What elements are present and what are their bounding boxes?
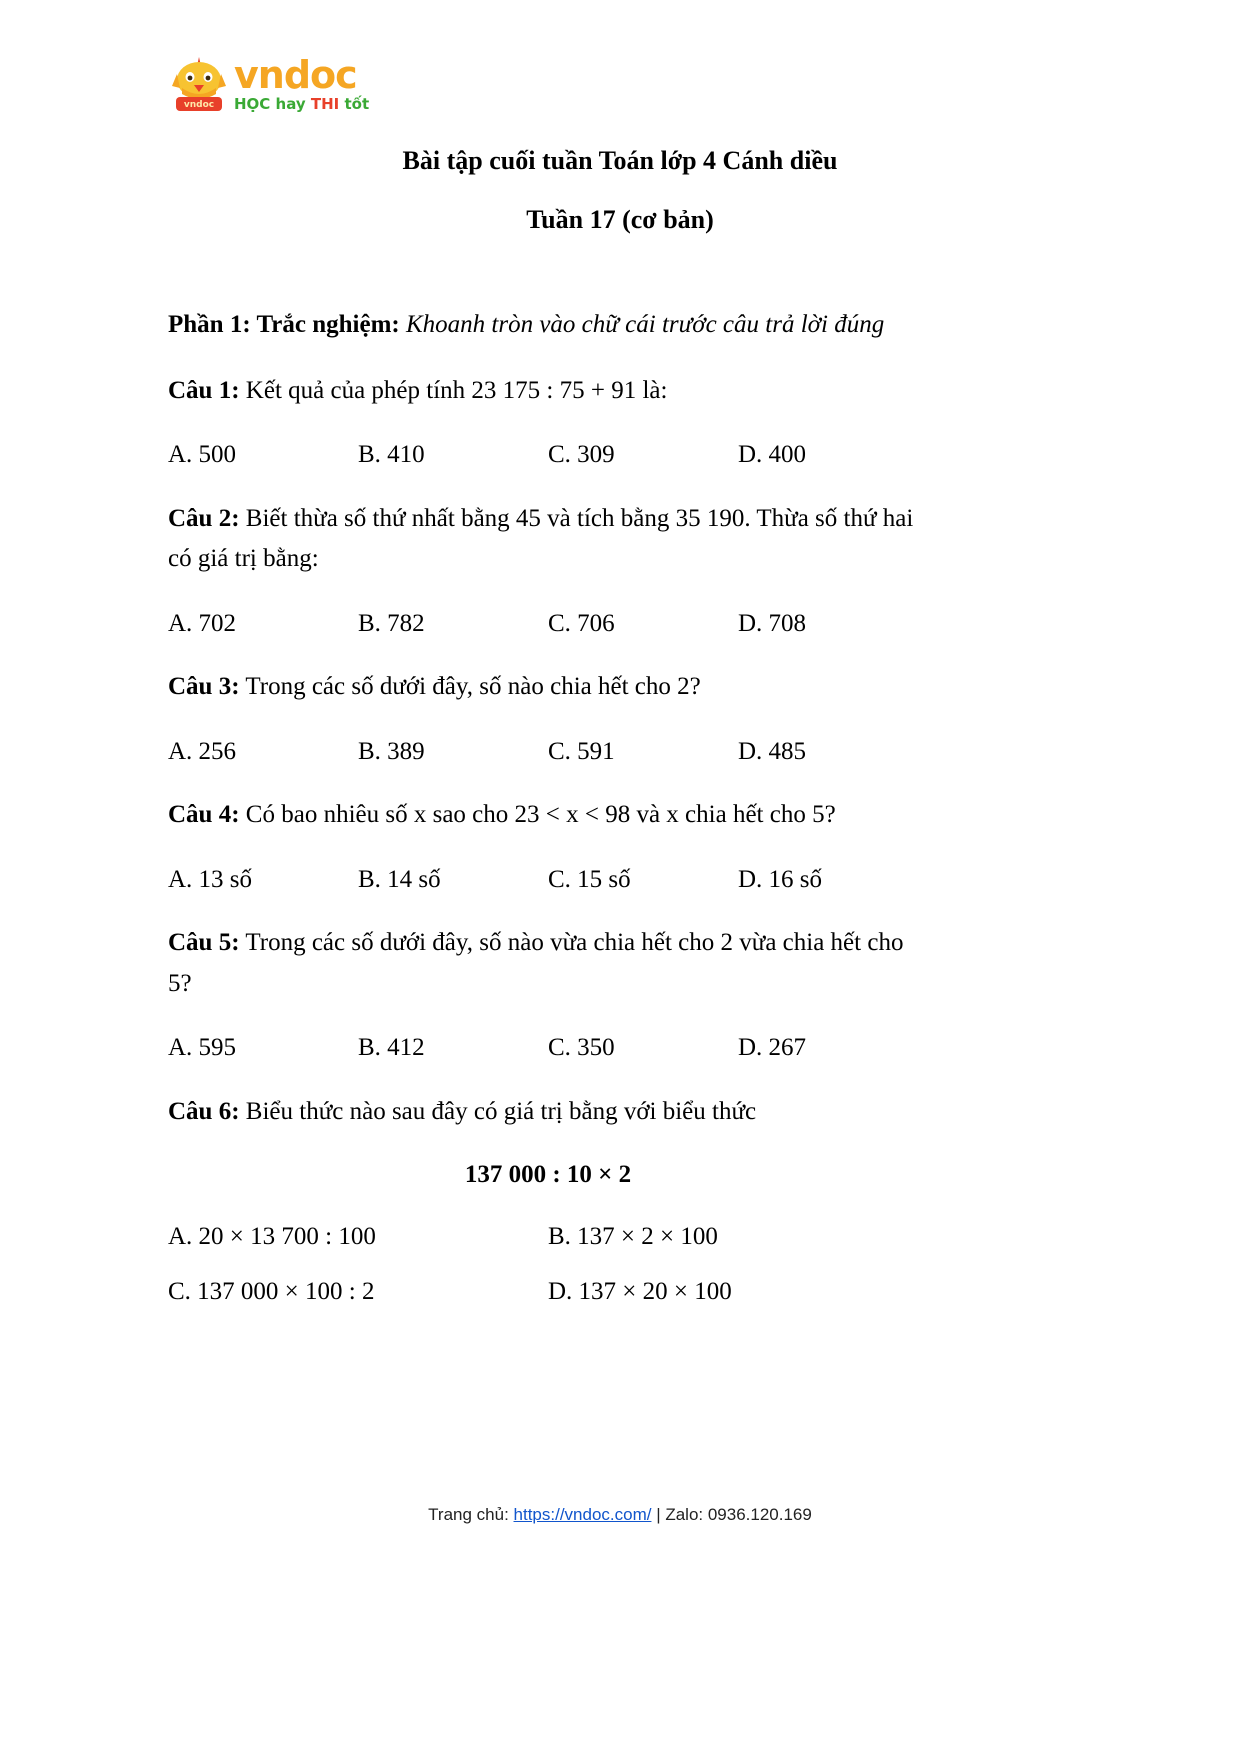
question-5-number: Câu 5: xyxy=(168,929,240,956)
question-6-text: Biểu thức nào sau đây có giá trị bằng với biểu thức xyxy=(239,1097,757,1125)
question-2-options xyxy=(168,605,928,643)
question-6-expression: 137 000 : 10 × 2 xyxy=(464,1161,632,1188)
svg-text:vndoc: vndoc xyxy=(183,100,215,110)
question-6-options-row-1 xyxy=(168,1218,928,1256)
vndoc-mascot-icon xyxy=(168,54,230,112)
question-3-option-d[interactable]: D. 485 xyxy=(738,737,807,765)
question-5-text: Trong các số dưới đây, số nào vừa chia hết cho 2 vừa chia hết cho 5? xyxy=(168,929,904,997)
question-6-option-b[interactable]: B. 137 × 2 × 100 xyxy=(548,1222,718,1250)
question-6-option-c[interactable]: C. 137 000 × 100 : 2 xyxy=(168,1278,375,1305)
question-3-text: Trong các số dưới đây, số nào chia hết cho 2? xyxy=(239,673,701,700)
question-6-options-row-2 xyxy=(168,1273,928,1311)
question-6-option-d[interactable]: D. 137 × 20 × 100 xyxy=(548,1278,732,1305)
question-2-option-c[interactable]: C. 706 xyxy=(548,609,615,637)
question-1-text: Kết quả của phép tính 23 175 : 75 + 91 là: xyxy=(239,376,668,404)
vndoc-logo xyxy=(168,50,369,112)
document-title: Bài tập cuối tuần Toán lớp 4 Cánh diều xyxy=(402,146,838,175)
question-1-option-c[interactable]: C. 309 xyxy=(548,441,615,468)
question-4 xyxy=(168,795,928,836)
question-2 xyxy=(168,499,928,580)
question-3-option-b[interactable]: B. 389 xyxy=(358,737,425,765)
question-1-number: Câu 1: xyxy=(168,376,240,404)
logo-tagline xyxy=(234,96,369,113)
question-6-option-a[interactable]: A. 20 × 13 700 : 100 xyxy=(168,1222,376,1250)
question-5 xyxy=(168,923,928,1004)
question-2-option-a[interactable]: A. 702 xyxy=(168,609,237,637)
question-6 xyxy=(168,1092,928,1133)
question-4-options xyxy=(168,861,928,899)
question-5-option-a[interactable]: A. 595 xyxy=(168,1034,237,1061)
question-4-option-a[interactable]: A. 13 số xyxy=(168,865,253,893)
part-instruction: Khoanh tròn vào chữ cái trước câu trả lời đúng xyxy=(399,311,885,338)
footer-prefix: Trang chủ: xyxy=(428,1505,514,1524)
question-4-option-d[interactable]: D. 16 số xyxy=(738,865,823,893)
question-3-options xyxy=(168,733,928,771)
document-body xyxy=(168,305,928,1329)
question-5-option-d[interactable]: D. 267 xyxy=(738,1034,807,1061)
question-2-option-d[interactable]: D. 708 xyxy=(738,609,807,637)
question-3-option-a[interactable]: A. 256 xyxy=(168,737,237,765)
question-4-number: Câu 4: xyxy=(168,801,240,828)
question-4-option-c[interactable]: C. 15 số xyxy=(548,865,631,893)
logo-tagline-part1: HỌC hay xyxy=(234,94,311,113)
logo-tagline-part2: THI xyxy=(310,94,345,113)
question-1-options xyxy=(168,436,928,474)
question-1 xyxy=(168,371,928,412)
question-4-option-b[interactable]: B. 14 số xyxy=(358,865,441,893)
question-2-option-b[interactable]: B. 782 xyxy=(358,609,425,637)
question-1-option-d[interactable]: D. 400 xyxy=(738,441,807,468)
part-label: Phần 1: Trắc nghiệm: xyxy=(168,311,400,338)
question-3 xyxy=(168,667,928,708)
logo-wordmark: vndoc xyxy=(234,53,357,98)
question-6-number: Câu 6: xyxy=(168,1097,240,1125)
question-4-text: Có bao nhiêu số x sao cho 23 < x < 98 và x chia hết cho 5? xyxy=(239,801,836,828)
question-2-number: Câu 2: xyxy=(168,504,240,532)
part-heading xyxy=(168,305,928,346)
footer-zalo: | Zalo: 0936.120.169 xyxy=(651,1505,812,1524)
page-footer xyxy=(0,1505,1240,1525)
question-3-option-c[interactable]: C. 591 xyxy=(548,737,615,765)
question-3-number: Câu 3: xyxy=(168,673,240,700)
footer-website-link[interactable]: https://vndoc.com/ xyxy=(513,1505,652,1524)
question-5-options xyxy=(168,1029,928,1067)
question-5-option-c[interactable]: C. 350 xyxy=(548,1034,615,1061)
logo-text xyxy=(234,53,370,113)
question-1-option-a[interactable]: A. 500 xyxy=(168,441,237,468)
question-5-option-b[interactable]: B. 412 xyxy=(358,1034,425,1061)
question-2-text: Biết thừa số thứ nhất bằng 45 và tích bằng 35 190. Thừa số thứ hai có giá trị bằng: xyxy=(168,504,914,572)
document-subtitle: Tuần 17 (cơ bản) xyxy=(526,205,714,234)
logo-tagline-part3: tốt xyxy=(344,94,370,113)
question-1-option-b[interactable]: B. 410 xyxy=(358,441,425,468)
